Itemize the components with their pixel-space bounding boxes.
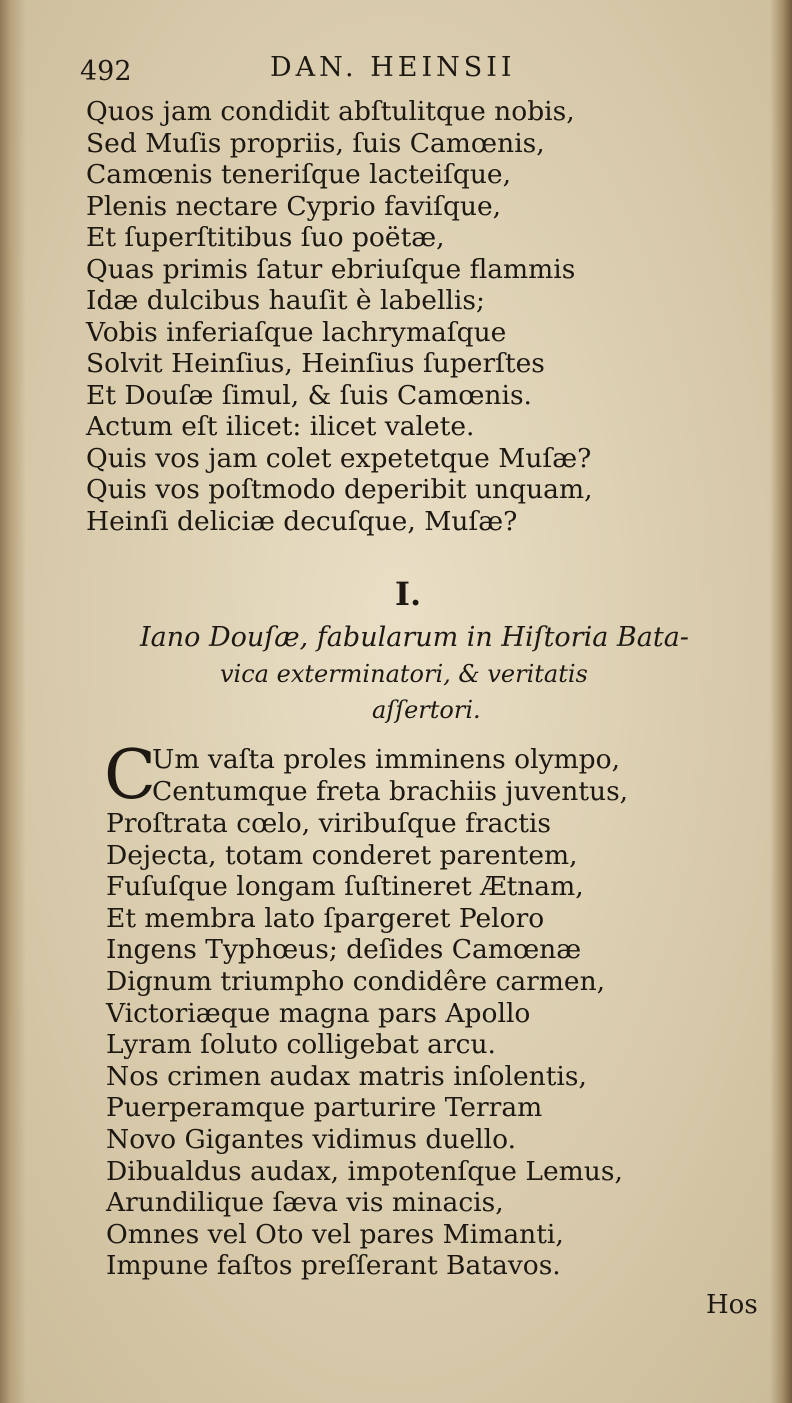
- section-number: I.: [395, 575, 422, 613]
- poem-line: Novo Gigantes vidimus duello.: [106, 1123, 516, 1155]
- poem-line: Et membra lato ſpargeret Peloro: [106, 902, 545, 934]
- verse-line: Vobis inferiaſque lachrymaſque: [86, 316, 507, 348]
- poem-line: Dignum triumpho condidêre carmen,: [106, 965, 606, 997]
- poem-first-line: Um vaſta proles imminens olympo,: [152, 744, 621, 775]
- poem-title-line: Iano Douſæ, fabularum in Hiſtoria Bata-: [140, 622, 689, 653]
- verse-line: Sed Muſis propriis, ſuis Camœnis,: [86, 127, 545, 159]
- poem-line: Victoriæque magna pars Apollo: [106, 997, 531, 1029]
- poem-line: Proſtrata cœlo, viribuſque fractis: [106, 808, 551, 839]
- poem-body: [106, 808, 666, 1282]
- page-number: 492: [80, 56, 132, 87]
- verse-line: Solvit Heinſius, Heinſius ſuperſtes: [86, 348, 545, 379]
- page-edge-shadow-left: [0, 0, 26, 1403]
- catchword: Hos: [706, 1290, 758, 1320]
- page-edge-shadow-right: [770, 0, 792, 1403]
- poem-line: Impune faſtos preſſerant Batavos.: [106, 1250, 561, 1282]
- poem-line: Nos crimen audax matris inſolentis,: [106, 1060, 587, 1092]
- drop-cap: C: [104, 736, 157, 815]
- verse-line: Idæ dulcibus hauſit è labellis;: [86, 285, 485, 316]
- verse-line: Heinſi deliciæ decuſque, Muſæ?: [86, 505, 518, 537]
- verse-block-top: [86, 96, 646, 537]
- verse-line: Quis vos poſtmodo deperibit unquam,: [86, 474, 593, 505]
- verse-line: Et Douſæ ſimul, & ſuis Camœnis.: [86, 379, 532, 411]
- poem-line: Ingens Typhœus; deſides Camœnæ: [106, 934, 582, 966]
- poem-title-line: vica exterminatori, & veritatis: [220, 660, 588, 688]
- poem-title: [140, 620, 700, 728]
- poem-line: Omnes vel Oto vel pares Mimanti,: [106, 1218, 564, 1250]
- verse-line: Camœnis teneriſque lacteiſque,: [86, 159, 512, 190]
- page-header: [80, 52, 600, 92]
- verse-line: Actum eſt ilicet: ilicet valete.: [86, 411, 475, 442]
- poem-line: Lyram ſoluto colligebat arcu.: [106, 1029, 496, 1061]
- poem-title-line: aſſertori.: [372, 696, 481, 724]
- poem-second-line: Centumque freta brachiis juventus,: [152, 776, 629, 807]
- verse-line: Quas primis ſatur ebriuſque flammis: [86, 253, 576, 285]
- verse-line: Quos jam condidit abſtulitque nobis,: [86, 96, 575, 127]
- verse-line: Et ſuperſtitibus ſuo poëtæ,: [86, 222, 445, 253]
- poem-line: Arundilique ſæva vis minacis,: [106, 1187, 504, 1219]
- poem-line: Dibualdus audax, impotenſque Lemus,: [106, 1155, 623, 1187]
- running-head: DAN. HEINSII: [270, 52, 516, 83]
- verse-line: Plenis nectare Cyprio faviſque,: [86, 190, 502, 222]
- poem-line: Fuſuſque longam ſuſtineret Ætnam,: [106, 871, 584, 903]
- verse-line: Quis vos jam colet expetetque Muſæ?: [86, 442, 592, 474]
- poem-line: Dejecta, totam conderet parentem,: [106, 839, 578, 871]
- poem-line: Puerperamque parturire Terram: [106, 1092, 543, 1124]
